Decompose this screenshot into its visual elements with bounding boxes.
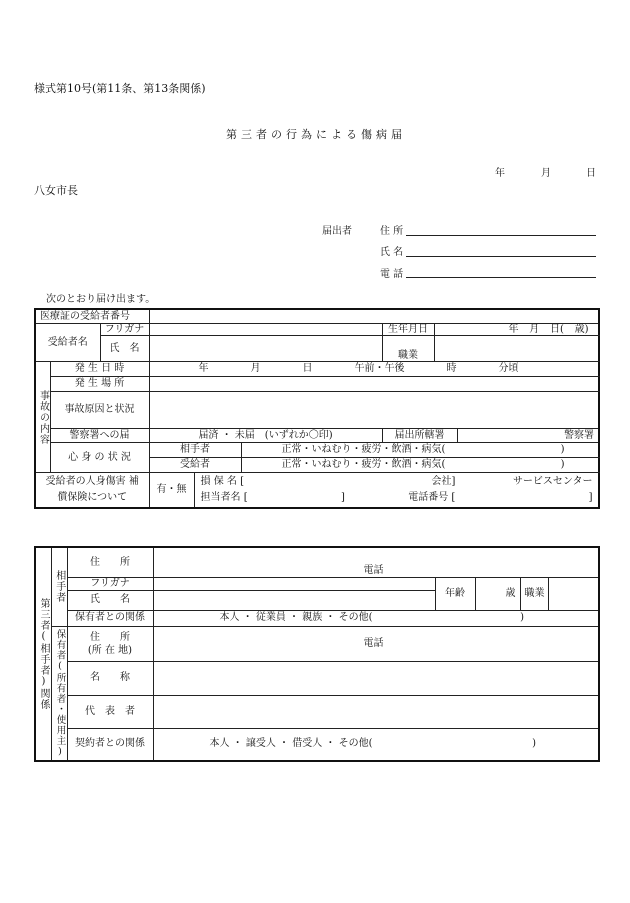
insurer-name-label: 損 保 名 [ — [200, 476, 244, 487]
applicant-phone-line[interactable] — [406, 277, 596, 278]
contractor-relation-label: 契約者との関係 — [67, 728, 153, 760]
applicant-label: 届出者 — [322, 226, 352, 237]
accident-content-label: 事故の内容 — [35, 362, 50, 473]
owner-relation-close: ) — [520, 612, 525, 624]
owner-address-field[interactable] — [153, 626, 599, 661]
recipient-options: 正常・いねむり・疲労・飲酒・病気( — [281, 459, 446, 471]
name-label-2: 氏 名 — [67, 590, 153, 610]
furigana-field[interactable] — [149, 323, 382, 336]
recipient-accident-table — [34, 308, 600, 509]
phone-number-label: 電話番号 [ — [408, 492, 456, 503]
birthdate-label: 生年月日 — [382, 323, 434, 336]
dt-hour: 時 — [446, 363, 457, 375]
owner-relation-label: 保有者との関係 — [67, 610, 153, 626]
occupation-label-2: 職業 — [520, 577, 548, 610]
page-title: 第三者の行為による傷病届 — [226, 128, 406, 141]
applicant-phone-label: 電 話 — [380, 269, 404, 280]
other-party-label: 相手者 — [149, 443, 241, 458]
owner-relation-field[interactable] — [153, 610, 599, 626]
address-field[interactable] — [153, 547, 599, 577]
yes-no-options[interactable]: 有・無 — [150, 473, 195, 507]
furigana-label-2: フリガナ — [67, 577, 153, 590]
owner-vertical-label: 保有者(所有者・使用主) — [51, 626, 67, 761]
occupation-label: 職業 — [382, 336, 434, 362]
birth-age: 歳) — [574, 323, 589, 335]
occurrence-place-field[interactable] — [149, 377, 599, 392]
cert-number-field[interactable] — [149, 309, 599, 323]
contractor-relation-options: 本人 ・ 譲受人 ・ 借受人 ・ その他( — [209, 738, 373, 750]
contact-close: ] — [340, 492, 345, 503]
occurrence-datetime-field[interactable] — [149, 362, 599, 377]
occurrence-datetime-label: 発 生 日 時 — [50, 362, 149, 377]
addressee: 八女市長 — [34, 184, 78, 197]
occurrence-place-label: 発 生 場 所 — [50, 377, 149, 392]
intro-text: 次のとおり届け出ます。 — [46, 294, 156, 305]
phone-label: 電話 — [363, 565, 384, 576]
date-month-label: 月 — [541, 168, 551, 179]
name-field[interactable] — [149, 336, 382, 362]
insurance-label — [35, 473, 149, 509]
birthdate-field[interactable] — [434, 323, 599, 336]
form-number: 様式第10号(第11条、第13条関係) — [34, 82, 206, 95]
name-field-2[interactable] — [153, 590, 435, 610]
age-field[interactable] — [475, 577, 520, 610]
dt-year: 年 — [198, 363, 209, 375]
applicant-name-label: 氏 名 — [380, 247, 404, 258]
age-label: 年齢 — [435, 577, 475, 610]
owner-address-line2: (所 在 地) — [87, 644, 133, 656]
police-jurisdiction-label: 届出所轄署 — [382, 429, 457, 443]
cert-number-label: 医療証の受給者番号 — [35, 309, 149, 323]
recipient-condition[interactable] — [241, 458, 599, 473]
birth-month: 月 — [529, 323, 540, 335]
applicant-name-line[interactable] — [406, 256, 596, 257]
other-party-condition[interactable] — [241, 443, 599, 458]
insurance-label-line1: 受給者の人身傷害 補 — [45, 476, 139, 487]
cause-field[interactable] — [149, 392, 599, 429]
address-label: 住 所 — [67, 547, 153, 577]
phone-close: ] — [588, 492, 593, 503]
report-status-options[interactable]: 届済 ・ 未届 (いずれか〇印) — [149, 429, 382, 443]
furigana-label: フリガナ — [100, 323, 149, 336]
cause-label: 事故原因と状況 — [50, 392, 149, 429]
owner-phone-label: 電話 — [363, 637, 384, 649]
applicant-address-label: 住 所 — [380, 226, 404, 237]
owner-address-label — [67, 626, 153, 661]
furigana-field-2[interactable] — [153, 577, 435, 590]
occupation-field[interactable] — [434, 336, 599, 362]
company-label: 会社] — [431, 476, 456, 487]
name-label: 氏 名 — [100, 336, 149, 362]
contact-name-label: 担当者名 [ — [200, 492, 248, 503]
other-party-vertical-label: 相手者 — [51, 547, 67, 626]
age-unit: 歳 — [505, 587, 516, 599]
recipient-close: ) — [560, 459, 565, 471]
owner-relation-options: 本人 ・ 従業員 ・ 親族 ・ その他( — [219, 612, 373, 624]
dt-minute: 分頃 — [498, 363, 519, 375]
other-party-close: ) — [560, 444, 565, 456]
applicant-address-line[interactable] — [406, 235, 596, 236]
occupation-field-2[interactable] — [548, 577, 599, 610]
dt-am-pm: 午前・午後 — [354, 363, 405, 375]
representative-label: 代 表 者 — [67, 695, 153, 728]
third-party-label: 第三者(相手者)関係 — [35, 547, 51, 761]
service-center-label: サービスセンター — [512, 476, 593, 487]
birth-year: 年 — [508, 323, 519, 335]
birth-day: 日( — [550, 323, 564, 335]
company-name-label: 名 称 — [67, 661, 153, 695]
police-station-field[interactable]: 警察署 — [457, 429, 599, 443]
insurance-field[interactable] — [149, 473, 599, 509]
dt-day: 日 — [302, 363, 313, 375]
dt-month: 月 — [250, 363, 261, 375]
insurance-label-line2: 償保険について — [57, 492, 128, 503]
representative-field[interactable] — [153, 695, 599, 728]
contractor-relation-field[interactable] — [153, 728, 599, 760]
contractor-relation-close: ) — [532, 738, 537, 750]
other-party-options: 正常・いねむり・疲労・飲酒・病気( — [281, 444, 446, 456]
recipient-label: 受給者 — [149, 458, 241, 473]
recipient-name-label: 受給者名 — [35, 323, 100, 362]
owner-address-line1: 住 所 — [90, 631, 130, 643]
date-day-label: 日 — [586, 168, 596, 179]
date-year-label: 年 — [495, 168, 505, 179]
mental-physical-label: 心 身 の 状 況 — [50, 443, 149, 473]
company-name-field[interactable] — [153, 661, 599, 695]
police-report-label: 警察署への届 — [50, 429, 149, 443]
third-party-table — [34, 546, 600, 762]
